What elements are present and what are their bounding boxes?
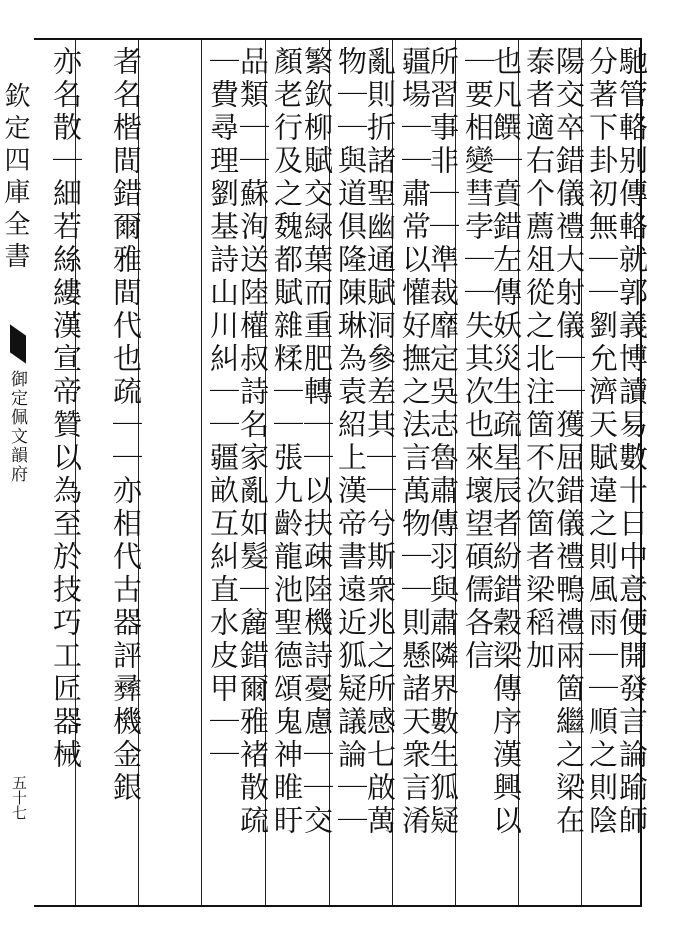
text-column: 也凡饌｜賁錯左傳妖災生疏星辰者紛錯穀梁傳序漢興以 <box>489 46 523 838</box>
text-column: 顏老行及之魏都賦雜糅｜｜張九齡龍池聖德頌鬼神睢盱 <box>270 46 304 838</box>
page-margin <box>0 40 34 905</box>
text-column: 分著下卦初無｜｜劉允濟天賦違之則風雨｜｜順之則陰 <box>585 46 619 838</box>
page-number: 五十七 <box>10 775 28 820</box>
volume-title: 御定佩文韻府 <box>7 370 27 484</box>
fish-tail-mark <box>10 324 26 363</box>
text-column: 陽交卒錯儀禮大射儀｜｜獲屈錯儀禮鴨禮兩箇繼之梁在 <box>552 46 586 838</box>
text-column: 亦名散｜細若絲縷漢宣帝贊以為至於技巧工匠器械 <box>49 46 83 772</box>
text-column: 繁欽柳賦交緑葉而重肥轉｜｜以扶疎陸機詩憂慮｜｜交 <box>300 46 334 838</box>
text-column: 所習事非｜｜準裁靡定吳志魯肅傳羽與肅隣界數生狐疑 <box>426 46 460 838</box>
text-column: 馳管輅别傳輅就郭義博讀易數十日中意便開發言論踰師 <box>615 46 649 838</box>
text-column: 疆場｜｜肅常以懽好撫之法言萬物｜｜則懸諸天衆言淆 <box>398 46 432 838</box>
text-column: 泰者適右个薦俎從之北注箇不次箇者梁稻加 <box>522 46 556 673</box>
text-column: ｜要相變彗孛｜｜失其次也來壞望碩儒各信 <box>461 46 495 673</box>
text-column: 者名楷間錯爾雅間代也疏｜｜亦相代古器評彞機金銀 <box>109 46 143 805</box>
book-title: 欽定四庫全書 <box>0 82 30 274</box>
text-column: ｜費尋理劉基詩山川糾｜｜疆畝互糾直水皮甲｜｜ <box>206 46 240 772</box>
frame-bottom-border <box>34 905 642 907</box>
text-column: 亂則折諸聖幽通賦洞參差其｜｜兮斯衆兆之所感七啟萬 <box>363 46 397 838</box>
frame-top-border <box>34 38 642 40</box>
text-column: 物｜｜與道俱隆陳琳為袁紹上漢帝書遠近狐疑議論｜｜ <box>334 46 368 838</box>
text-column: 品類｜｜蘇洵送陸權叔詩名家亂如髮｜麄錯爾雅褚散疏 <box>236 46 270 838</box>
